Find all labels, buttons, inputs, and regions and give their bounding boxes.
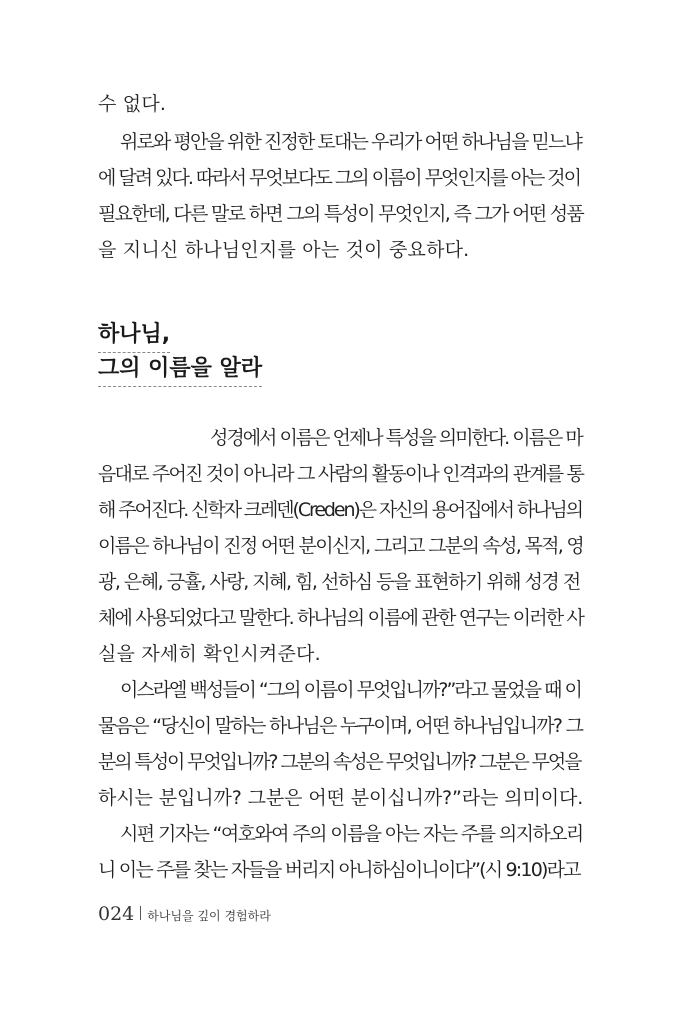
page-footer xyxy=(98,903,271,925)
text-line: 성경에서 이름은 언제나 특성을 의미한다. 이름은 마 xyxy=(210,427,582,449)
section-heading-line-2: 그의 이름을 알라 xyxy=(98,354,262,387)
page-number: 024 xyxy=(98,903,135,925)
text-line: 시편 기자는 “여호와여 주의 이름을 아는 자는 주를 의지하오리 xyxy=(120,823,583,845)
text-line: 해 주어진다. 신학자 크레덴(Creden)은 자신의 용어집에서 하나님의 xyxy=(98,499,582,521)
text-line: 분의 특성이 무엇입니까? 그분의 속성은 무엇입니까? 그분은 무엇을 xyxy=(98,751,581,773)
footer-divider xyxy=(140,906,141,920)
text-line: 이름은 하나님이 진정 어떤 분이신지, 그리고 그분의 속성, 목적, 영 xyxy=(98,535,584,557)
text-line: 니 이는 주를 찾는 자들을 버리지 아니하심이니이다”(시 9:10)라고 xyxy=(98,859,580,881)
text-line: 광, 은혜, 긍휼, 사랑, 지혜, 힘, 선하심 등을 표현하기 위해 성경 전 xyxy=(98,571,580,593)
text-line: 체에 사용되었다고 말한다. 하나님의 이름에 관한 연구는 이러한 사 xyxy=(98,607,584,629)
text-line: 실을 자세히 확인시켜준다. xyxy=(98,643,321,665)
text-line: 음대로 주어진 것이 아니라 그 사람의 활동이나 인격과의 관계를 통 xyxy=(98,463,584,485)
text-line: 물음은 “당신이 말하는 하나님은 누구이며, 어떤 하나님입니까? 그 xyxy=(98,715,583,737)
book-title: 하나님을 깊이 경험하라 xyxy=(147,909,271,923)
section-heading-line-1: 하나님, xyxy=(98,320,170,353)
text-line: 을 지니신 하나님인지를 아는 것이 중요하다. xyxy=(98,239,470,261)
text-line: 에 달려 있다. 따라서 무엇보다도 그의 이름이 무엇인지를 아는 것이 xyxy=(98,167,580,189)
text-line: 하시는 분입니까? 그분은 어떤 분이십니까?”라는 의미이다. xyxy=(98,787,584,809)
text-line: 수 없다. xyxy=(98,93,167,115)
text-line: 이스라엘 백성들이 “그의 이름이 무엇입니까?”라고 물었을 때 이 xyxy=(120,679,581,701)
text-line: 위로와 평안을 위한 진정한 토대는 우리가 어떤 하나님을 믿느냐 xyxy=(120,131,581,153)
text-line: 필요한데, 다른 말로 하면 그의 특성이 무엇인지, 즉 그가 어떤 성품 xyxy=(98,203,584,225)
